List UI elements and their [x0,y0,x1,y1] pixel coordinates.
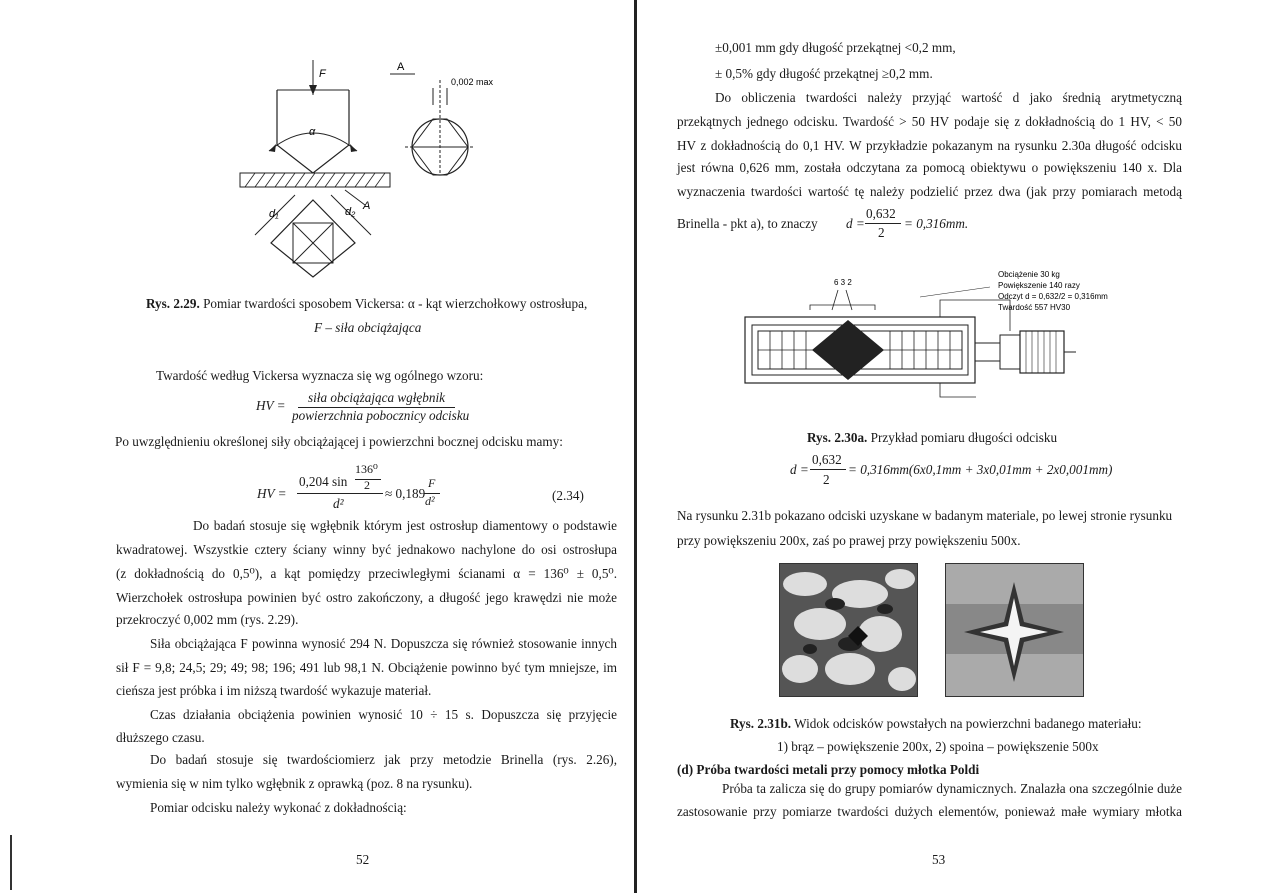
caption-2-31b-line2: 1) brąz – powiększenie 200x, 2) spoina – powiększenie 500x [777,739,1099,754]
page-number-right: 53 [932,852,946,867]
caption-2-29-line1: Rys. 2.29. Pomiar twardości sposobem Vickersa: α - kąt wierzchołkowy ostrosłupa, [146,296,588,311]
section-heading: (d) Próba twardości metali przy pomocy młotka Poldi [677,762,980,777]
page-number-left: 52 [356,852,370,867]
info-line-3: Odczyt d = 0,632/2 = 0,316mm [998,292,1108,301]
indentation-diamond [812,320,884,380]
page-gutter [634,0,637,893]
caption-2-31b-line1: Rys. 2.31b. Widok odcisków powstałych na powierzchni badanego materiału: [730,716,1142,731]
figure-2-30a [740,265,1108,405]
info-line-1: Obciążenie 30 kg [998,270,1060,279]
label-F: F [319,68,326,80]
photo-bronze-200x [779,563,918,697]
photo-weld-500x [945,563,1084,697]
info-line-4: Twardość 557 HV30 [998,303,1071,312]
accuracy-line-2: ± 0,5% gdy długość przekątnej ≥0,2 mm. [715,66,933,81]
figure-2-29 [225,55,525,280]
label-A-side: A [363,200,371,212]
label-d1: d₁ [269,208,279,220]
formula-followup: Po uwzględnieniu określonej siły obciążającej i powierzchni bocznej odcisku mamy: [115,434,563,449]
tolerance-label: 0,002 max [451,77,494,87]
equation-number: (2.34) [552,488,584,503]
scale-top-label: 6 3 2 [834,278,852,287]
right-page: ±0,001 mm gdy długość przekątnej <0,2 mm, ± 0,5% gdy długość przekątnej ≥0,2 mm. Do obliczenia twardości należy przyjąć wartość d jako średnią arytmetyczną przekątnych jednego odcisku. Twardość > 50 HV podaje się z dokładnością do 1 HV, < 50 HV z dokładnością do 0,1 HV. W przykładzie pokazanym na rysunku 2.30a długość odcisku jest równa 0,626 mm, została odczytana za pomocą obiektywu o powiększeniu 140 x. Dla wyznaczenia twardości wartość tę należy podzielić przez dwa (jak przy pomiarach metodą Brinella - pkt a), to znaczy d = 0,632 2 = 0,316mm. 6 3 2 Obciążenie 30 kg Powiększenie 140 razy Odczyt d = 0,632/2 = 0,316mm Twardość 557 HV30 Rys. 2.30a. Przykład pomiaru długości odcisku d = 0,632 2 = 0,316mm(6x0,1mm + 3x0,01mm + 2x0,001mm) Na rysunku 2.31b pokazano odciski uzyskane w badanym materiale, po lewej stronie rysunku przy powiększeniu 200x, zaś po prawej przy powiększeniu 500x. Rys. 2.31b. Widok odcisków powstałych na powierzchni badanego materiału: 1) brąz – powiększenie 200x, 2) spoina – powiększenie 500x (d) Próba twardości metali przy pomocy młotka Poldi Próba ta zalicza się do grupy pomiarów dynamicznych. Znalazła ona szczególnie duże zastosowanie przy pomiarze twardości dużych elementów, ponieważ małe wymiary młotka 53 [677,40,1182,867]
paragraph-5: Pomiar odcisku należy wykonać z dokładnością: [150,800,407,815]
info-line-2: Powiększenie 140 razy [998,281,1080,290]
label-A-top: A [397,61,405,73]
label-alpha: α [309,126,316,138]
caption-2-29-line2: F – siła obciążająca [314,320,422,335]
accuracy-line-1: ±0,001 mm gdy długość przekątnej <0,2 mm, [715,40,956,55]
formula-intro: Twardość według Vickersa wyznacza się wg ogólnego wzoru: [156,368,484,383]
left-page: F α A d₁ d₂ A 0,002 max Rys. 2.29. Pomiar twardości sposobem Vickersa: α - kąt wierzchołkowy ostrosłupa, F – siła obciążająca Twardość według Vickersa wyznacza się wg ogólnego wzoru: HV = siła obciążająca wgłębnik powierzchnia pobocznicy odcisku Po uwzględnieniu określonej siły obciążającej i powierzchni bocznej odcisku mamy: HV = 0,204 sin 136⁰ 2 d² ≈ 0,189 F d² (2.34) Do badań stosuje się wgłębnik którym jest ostrosłup diamentowy o podstawie kwadratowej. Wszystkie cztery ściany winny być jednakowo nachylone do osi ostrosłupa (z dokładnością do 0,5⁰), a kąt pomiędzy przeciwległymi ścianami α = 136⁰ ± 0,5⁰. Wierzchołek ostrosłupa powinien być ostro zakończony, a długość jego krawędzi nie może przekroczyć 0,002 mm (rys. 2.29). Siła obciążająca F powinna wynosić 294 N. Dopuszcza się również stosowanie innych sił F = 9,8; 24,5; 29; 49; 98; 196; 491 lub 98,1 N. Obciążenie powinno być tym mniejsze, im cieńsza jest próbka i im niższą twardość wykazuje materiał. Czas działania obciążenia powinien wynosić 10 ÷ 15 s. Dopuszcza się przyjęcie dłuższego czasu. Do badań stosuje się twardościomierz jak przy metodzie Brinella (rys. 2.26), wymienia się w nim tylko wgłębnik z oprawką (poz. 8 na rysunku). Pomiar odcisku należy wykonać z dokładnością: 52 [0,0,632,893]
label-d2: d₂ [345,206,356,218]
caption-2-30a: Rys. 2.30a. Przykład pomiaru długości odcisku [807,430,1058,445]
